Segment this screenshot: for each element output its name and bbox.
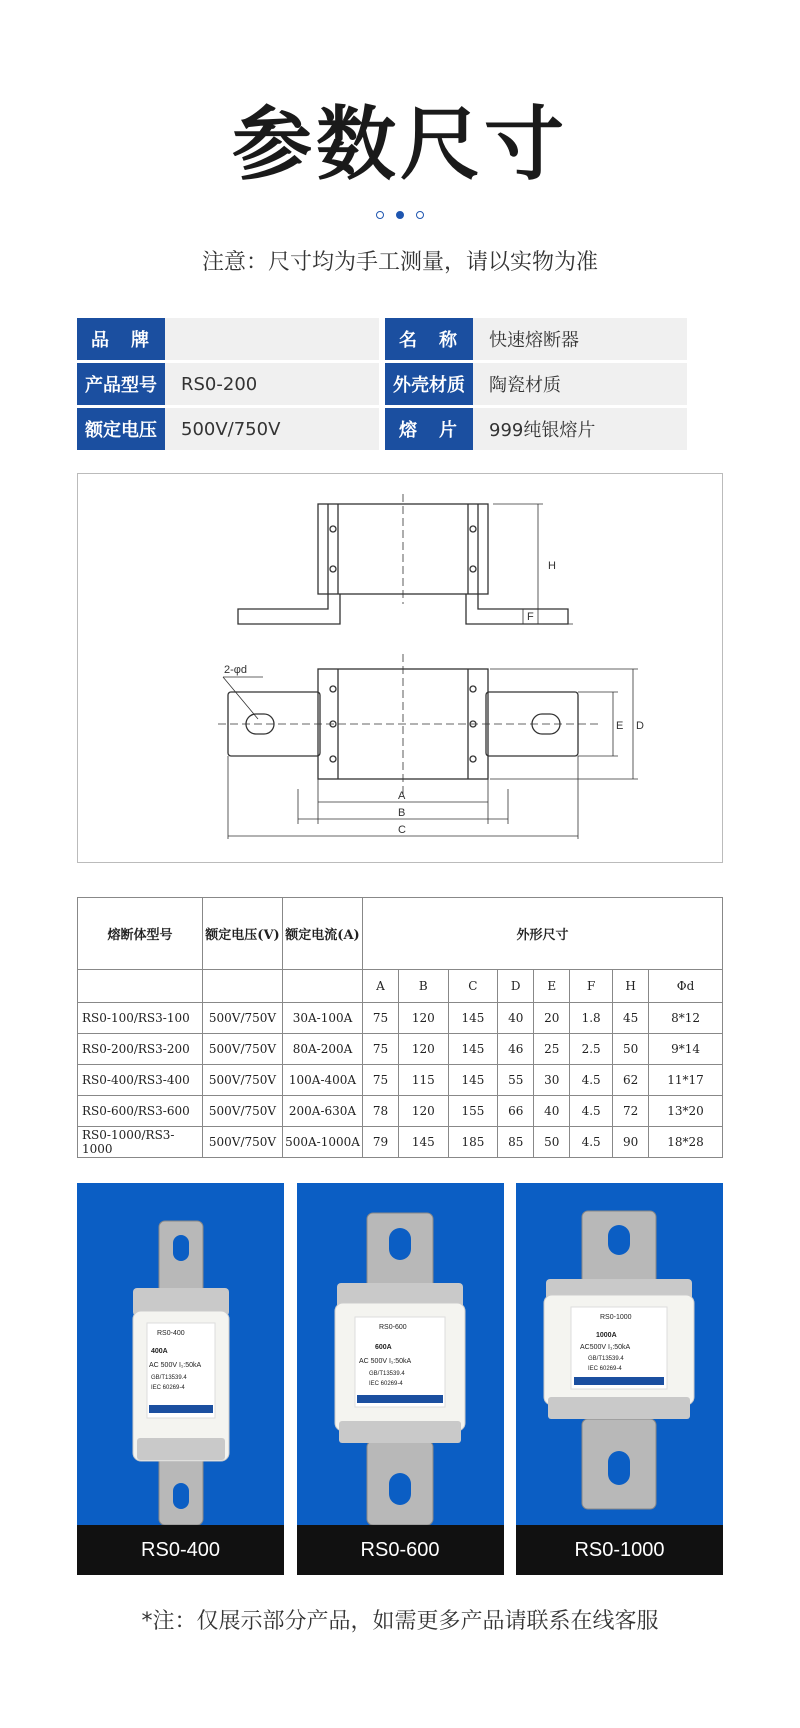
svg-text:AC 500V I₁:50kA: AC 500V I₁:50kA — [149, 1362, 202, 1369]
svg-text:RS0-1000: RS0-1000 — [600, 1314, 632, 1321]
spec-label-fuse: 熔 片 — [385, 408, 473, 450]
product-photos — [77, 1183, 723, 1575]
spec-row — [77, 408, 723, 450]
svg-text:400A: 400A — [151, 1348, 168, 1355]
table-row: RS0-400/RS3-400 500V/750V 100A-400A 75 115 145 55 30 4.5 62 11*17 — [78, 1065, 723, 1096]
svg-text:600A: 600A — [374, 1344, 392, 1351]
label-e: E — [616, 720, 624, 732]
svg-text:AC 500V I₁:50kA: AC 500V I₁:50kA — [358, 1358, 411, 1365]
spec-label-shell: 外壳材质 — [385, 363, 473, 405]
dot-2 — [396, 211, 404, 219]
product-caption: RS0-400 — [77, 1525, 284, 1575]
fuse-image — [77, 1183, 284, 1525]
measure-note: 注意：尺寸均为手工测量，请以实物为准 — [201, 250, 598, 275]
spec-value-fuse: 999纯银熔片 — [473, 408, 687, 450]
product-card-rs0-600 — [297, 1183, 504, 1575]
svg-text:GB/T13539.4: GB/T13539.4 — [588, 1356, 624, 1362]
product-card-rs0-1000 — [516, 1183, 723, 1575]
table-row: RS0-1000/RS3-1000 500V/750V 500A-1000A 79 145 185 85 50 4.5 90 18*28 — [78, 1127, 723, 1158]
th-phid: Φd — [649, 970, 723, 1003]
spec-label-voltage: 额定电压 — [77, 408, 165, 450]
svg-text:RS0-600: RS0-600 — [378, 1324, 407, 1331]
spec-value-voltage: 500V/750V — [165, 408, 379, 450]
spec-value-brand — [165, 318, 379, 360]
th-voltage: 额定电压(V) — [203, 898, 283, 970]
th-d: D — [498, 970, 534, 1003]
label-h: H — [548, 560, 556, 572]
th-model: 熔断体型号 — [78, 898, 203, 970]
product-card-rs0-400 — [77, 1183, 284, 1575]
th-c: C — [448, 970, 498, 1003]
spec-value-model: RS0-200 — [165, 363, 379, 405]
footnote: *注：仅展示部分产品，如需更多产品请联系在线客服 — [141, 1609, 659, 1634]
fuse-image — [516, 1183, 723, 1525]
th-e: E — [534, 970, 570, 1003]
svg-text:1000A: 1000A — [596, 1332, 617, 1339]
svg-text:IEC 60269-4: IEC 60269-4 — [368, 1381, 403, 1387]
svg-text:AC500V I₁:50kA: AC500V I₁:50kA — [580, 1344, 631, 1351]
svg-text:IEC 60269-4: IEC 60269-4 — [588, 1366, 622, 1372]
spec-label-model: 产品型号 — [77, 363, 165, 405]
th-dimensions: 外形尺寸 — [363, 898, 723, 970]
dot-3 — [416, 211, 424, 219]
th-b: B — [399, 970, 449, 1003]
fuse-drawing — [78, 474, 724, 864]
spec-label-brand: 品 牌 — [77, 318, 165, 360]
spec-value-shell: 陶瓷材质 — [473, 363, 687, 405]
label-c: C — [398, 824, 406, 836]
th-f: F — [570, 970, 613, 1003]
table-row: RS0-600/RS3-600 500V/750V 200A-630A 78 120 155 66 40 4.5 72 13*20 — [78, 1096, 723, 1127]
svg-text:IEC 60269-4: IEC 60269-4 — [151, 1385, 185, 1391]
spec-label-name: 名 称 — [385, 318, 473, 360]
table-row: RS0-100/RS3-100 500V/750V 30A-100A 75 120 145 40 20 1.8 45 8*12 — [78, 1003, 723, 1034]
spec-value-name: 快速熔断器 — [473, 318, 687, 360]
dimension-table — [77, 897, 723, 1158]
product-caption: RS0-600 — [297, 1525, 504, 1575]
dimension-diagram — [77, 473, 723, 863]
label-f: F — [527, 611, 534, 623]
product-caption: RS0-1000 — [516, 1525, 723, 1575]
label-b: B — [398, 807, 406, 819]
svg-text:GB/T13539.4: GB/T13539.4 — [151, 1375, 187, 1381]
th-a: A — [363, 970, 399, 1003]
th-current: 额定电流(A) — [283, 898, 363, 970]
label-a: A — [398, 790, 406, 802]
spec-table — [77, 318, 723, 453]
th-h: H — [613, 970, 649, 1003]
spec-row — [77, 318, 723, 360]
page-title: 参数尺寸 — [232, 98, 568, 191]
dot-1 — [376, 211, 384, 219]
spec-row — [77, 363, 723, 405]
pager-dots — [0, 204, 800, 223]
svg-text:GB/T13539.4: GB/T13539.4 — [368, 1371, 405, 1377]
svg-text:RS0-400: RS0-400 — [157, 1330, 185, 1337]
label-hole: 2-φd — [224, 664, 248, 676]
table-row: RS0-200/RS3-200 500V/750V 80A-200A 75 120 145 46 25 2.5 50 9*14 — [78, 1034, 723, 1065]
fuse-image — [297, 1183, 504, 1525]
label-d: D — [636, 720, 644, 732]
